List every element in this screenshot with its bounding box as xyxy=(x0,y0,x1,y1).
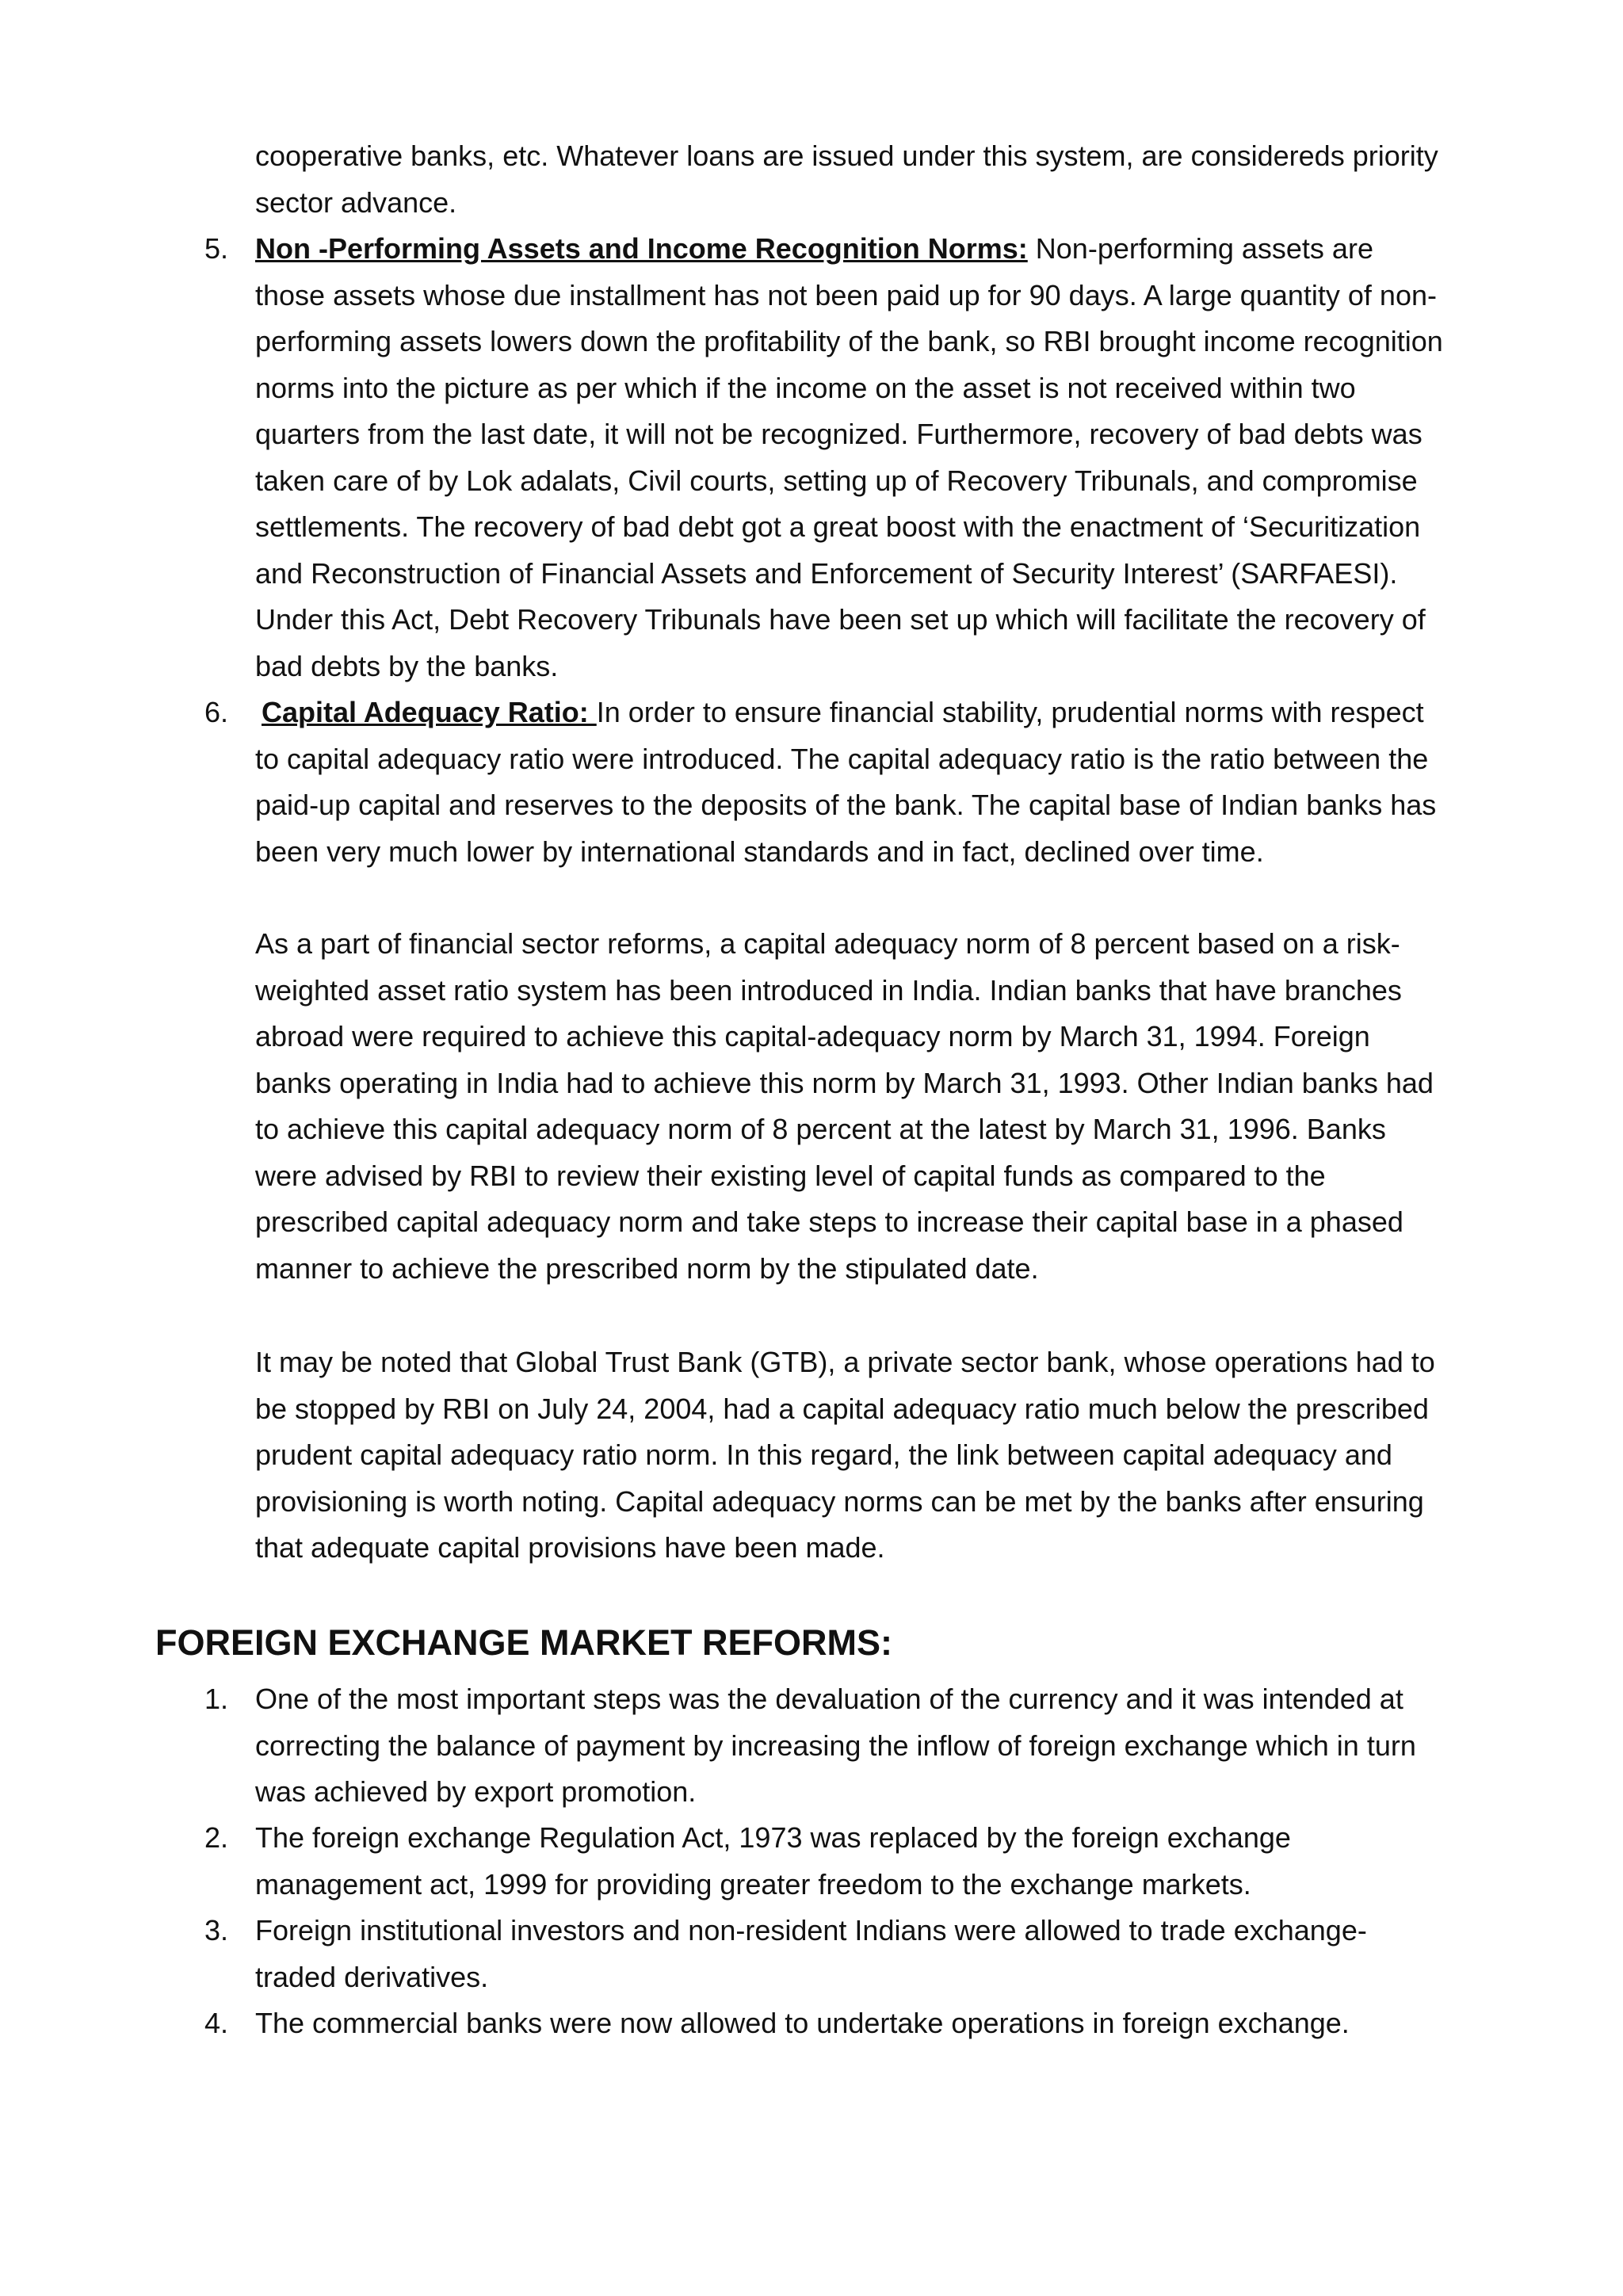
capital-adequacy-paragraph-3: It may be noted that Global Trust Bank (GTB), a private sector bank, whose operations had to be stopped by RBI on July 24, 2004, had a capital adequacy ratio much below the prescribed prudent capital adequacy ratio norm. In this regard, the link between capital adequacy and provisioning is worth noting. Capital adequacy norms can be met by the banks after ensuring that adequate capital provisions have been made. xyxy=(255,1346,1435,1564)
list-item-text: In order to ensure financial stability, prudential norms with respect to capital adequacy ratio were introduced. The capital adequacy ratio is the ratio between the paid-up capital and reserves to the deposits of the bank. The capital base of Indian banks has been very much lower by international standards and in fact, declined over time. xyxy=(255,696,1437,868)
list-number-6: 6. xyxy=(204,696,229,728)
list-item-commercial-banks: The commercial banks were now allowed to undertake operations in foreign exchange. xyxy=(255,2007,1350,2039)
list-number-3: 3. xyxy=(204,1914,229,1946)
list-number-5: 5. xyxy=(204,232,229,265)
list-number-2: 2. xyxy=(204,1821,229,1854)
continuation-paragraph: cooperative banks, etc. Whatever loans are issued under this system, are considereds priority sector advance. xyxy=(255,139,1438,219)
list-item-npa xyxy=(255,226,1444,690)
list-item-investors: Foreign institutional investors and non-resident Indians were allowed to trade exchange-traded derivatives. xyxy=(255,1914,1367,1993)
list-item-heading: Capital Adequacy Ratio: xyxy=(262,696,597,728)
list-item-heading: Non -Performing Assets and Income Recognition Norms: xyxy=(255,232,1028,265)
list-item-capital-adequacy xyxy=(255,690,1444,875)
capital-adequacy-paragraph-2: As a part of financial sector reforms, a capital adequacy norm of 8 percent based on a risk-weighted asset ratio system has been introduced in India. Indian banks that have branches abroad were required to achieve this capital-adequacy norm by March 31, 1994. Foreign banks operating in India had to achieve this norm by March 31, 1993. Other Indian banks had to achieve this capital adequacy norm of 8 percent at the latest by March 31, 1996. Banks were advised by RBI to review their existing level of capital funds as compared to the prescribed capital adequacy norm and take steps to increase their capital base in a phased manner to achieve the prescribed norm by the stipulated date. xyxy=(255,927,1434,1285)
list-item-fema: The foreign exchange Regulation Act, 1973 was replaced by the foreign exchange management act, 1999 for providing greater freedom to the exchange markets. xyxy=(255,1821,1291,1901)
list-number-4: 4. xyxy=(204,2007,229,2039)
list-number-1: 1. xyxy=(204,1683,229,1715)
list-item-devaluation: One of the most important steps was the devaluation of the currency and it was intended at correcting the balance of payment by increasing the inflow of foreign exchange which in turn was achieved by export promotion. xyxy=(255,1683,1416,1808)
section-heading: FOREIGN EXCHANGE MARKET REFORMS: xyxy=(155,1622,893,1663)
list-item-text: Non-performing assets are those assets whose due installment has not been paid up for 90 days. A large quantity of non-performing assets lowers down the profitability of the bank, so RBI brought income recognition norms into the picture as per which if the income on the asset is not received within two quarters from the last date, it will not be recognized. Furthermore, recovery of bad debts was taken care of by Lok adalats, Civil courts, setting up of Recovery Tribunals, and compromise settlements. The recovery of bad debt got a great boost with the enactment of ‘Securitization and Reconstruction of Financial Assets and Enforcement of Security Interest’ (SARFAESI). Under this Act, Debt Recovery Tribunals have been set up which will facilitate the recovery of bad debts by the banks. xyxy=(255,232,1443,682)
